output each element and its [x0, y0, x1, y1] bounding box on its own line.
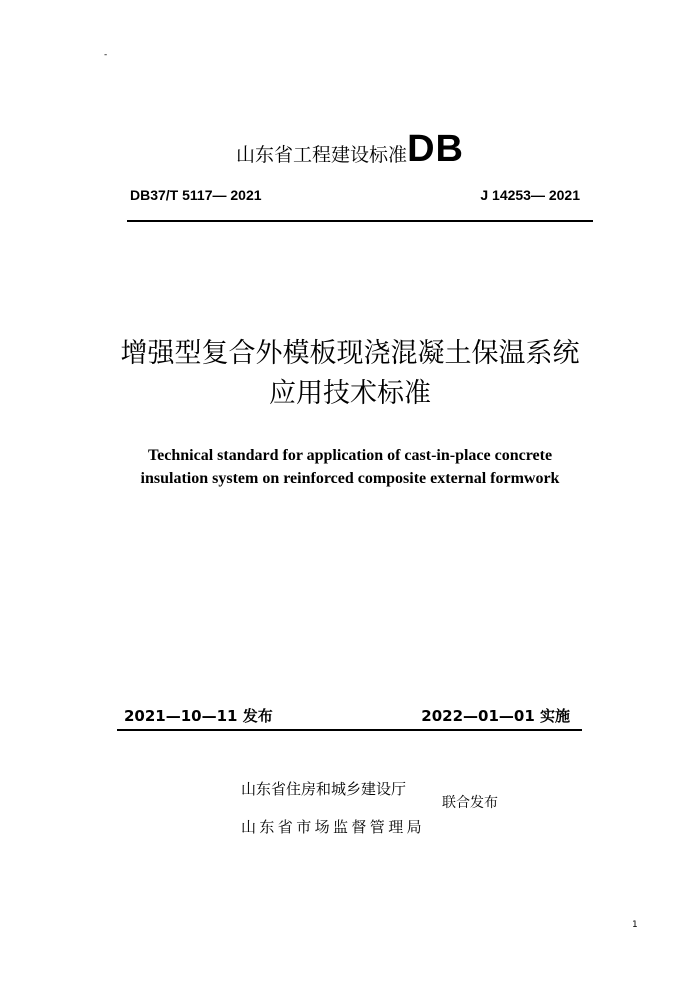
- page-number: 1: [632, 920, 638, 930]
- standard-header: [0, 128, 700, 171]
- title-english-line-1: Technical standard for application of cast-in-place concrete: [147, 447, 553, 464]
- standard-name: 山东省工程建设标准: [236, 144, 408, 166]
- title-chinese-line-2: 应用技术标准: [269, 378, 431, 409]
- title-chinese: [0, 334, 700, 414]
- issuer-housing-department: 山东省住房和城乡建设厅: [241, 780, 407, 798]
- joint-issue-label: 联合发布: [442, 795, 498, 811]
- standard-mark: DB: [407, 128, 464, 170]
- implementation-date: 2022—01—01 实施: [421, 707, 570, 725]
- title-english: [0, 444, 700, 490]
- issue-date: 2021—10—11 发布: [124, 707, 273, 725]
- standard-code: DB37/T 5117— 2021: [130, 187, 262, 203]
- corner-mark: -: [104, 50, 108, 60]
- header-divider: [127, 220, 593, 222]
- title-chinese-line-1: 增强型复合外模板现浇混凝土保温系统: [120, 338, 580, 369]
- title-english-line-2: insulation system on reinforced composite external formwork: [140, 470, 560, 487]
- record-code: J 14253— 2021: [480, 187, 580, 203]
- date-divider: [117, 729, 582, 731]
- issuer-market-supervision: 山东省市场监督管理局: [241, 818, 426, 836]
